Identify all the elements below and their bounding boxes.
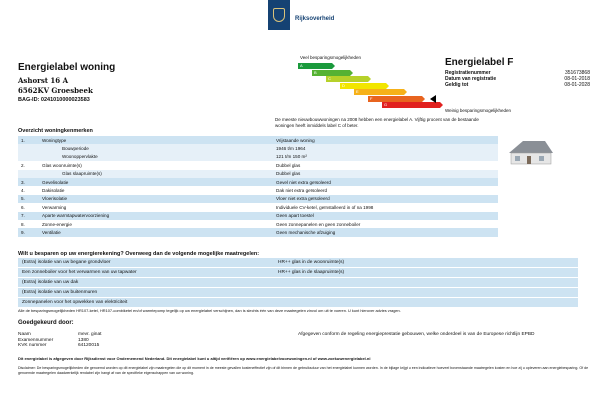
row-number: 4. [21, 188, 25, 194]
label-meta [445, 70, 590, 88]
measure-row [18, 298, 578, 308]
row-value: Geen apart toestel [276, 213, 314, 219]
characteristics-heading: Overzicht woningkenmerken [18, 128, 93, 134]
row-label: Aparte warmtapwatervoorziening [42, 213, 110, 219]
row-number: 1. [21, 137, 25, 143]
label-meta-key: Geldig tot [445, 82, 469, 88]
label-meta-value: 351673868 [564, 70, 590, 76]
approval-value: 1380 [78, 337, 89, 343]
characteristic-row [18, 170, 498, 178]
row-label: Gevelisolatie [42, 179, 69, 185]
crest-icon [273, 8, 285, 22]
row-number: 6. [21, 204, 25, 210]
approval-value: 64120015 [78, 343, 100, 349]
characteristic-row [18, 228, 498, 236]
approval-key: KVK nummer [18, 343, 47, 349]
chart-top-text: Veel besparingsmogelijkheden [300, 55, 362, 60]
label-class-d: D [340, 83, 386, 89]
measures-table [18, 258, 578, 308]
address-city: 6562KV Groesbeek [18, 86, 93, 95]
label-note: De meeste nieuwbouwwoningen na 2008 hebben een energielabel A. Vijftig procent van de bestaande woningen heeft inmiddels label C of beter. [275, 117, 479, 128]
characteristic-row [18, 195, 498, 203]
approval-key: Naam [18, 332, 31, 337]
approval-block [18, 332, 598, 349]
row-label: Glas woonruimte(s) [42, 162, 82, 168]
row-label: Vloerisolatie [42, 196, 68, 202]
row-number: 5. [21, 196, 25, 202]
characteristic-row [18, 153, 498, 161]
row-number: 3. [21, 179, 25, 185]
label-class-e: E [354, 89, 404, 95]
current-class-marker [430, 95, 436, 103]
measure-row [18, 288, 578, 298]
measure-left: (Extra) isolatie van uw dak [22, 280, 79, 285]
row-number: 8. [21, 221, 25, 227]
row-value: Geen mechanische afzuiging [276, 229, 336, 235]
row-value: Geen zonnepanelen en geen zonneboiler [276, 221, 361, 227]
address-street: Ashorst 16 A [18, 76, 69, 85]
approval-value: mevr. ginat [78, 332, 102, 337]
row-label: Woonoppervlakte [62, 154, 98, 160]
characteristic-row [18, 203, 498, 211]
label-meta-key: Registratienummer [445, 70, 491, 76]
characteristic-row [18, 136, 498, 144]
row-label: Ventilatie [42, 229, 61, 235]
row-value: Dubbel glas [276, 171, 301, 177]
rijksoverheid-logo [268, 0, 290, 30]
approval-row [18, 343, 133, 349]
measure-right: HR++ glas in de slaapruimte(s) [278, 270, 345, 275]
label-class-f: F [368, 96, 422, 102]
approval-key: Examennummer [18, 337, 54, 343]
row-label: Dakisolatie [42, 188, 65, 194]
footer-line: Dit energielabel is afgegeven door Rijksdienst voor Ondernemend Nederland. Dit energielabel kunt u altijd verifiëren op www.energielabelvoorwoningen.nl of www.zoekuwenergielabel.nl [18, 356, 371, 361]
energy-label-chart [298, 63, 458, 113]
row-value: Dak niet extra geïsoleerd [276, 188, 328, 194]
bag-id: BAG-ID: 0241010000023583 [18, 97, 90, 103]
page-title: Energielabel woning [18, 62, 116, 73]
characteristic-row [18, 161, 498, 169]
label-class-b: B [312, 70, 350, 76]
characteristic-row [18, 220, 498, 228]
disclaimer: Disclaimer: De besparingsmogelijkheden die genoemd worden op dit energielabel zijn maatregelen die op dit moment in de meeste gevallen kosteneffectief zijn of dit binnen de gebruiksduur van het energielabel kunnen worden. In de bijlage krijgt u een indicatieve hoeveel bovenstaande maatregelen kosten en hoe zij u opleveren aan energiebesparing. Of de genoemde maatregelen daadwerkelijk rendabel zijn hangt af van de specifieke eigenschappen van uw woning. [18, 366, 589, 375]
row-label: Verwarming [42, 204, 67, 210]
approval-heading: Goedgekeurd door: [18, 320, 74, 326]
row-number: 7. [21, 213, 25, 219]
row-value: Individuele CV-ketel, geïnstalleerd in of na 1998 [276, 204, 374, 210]
row-value: Dubbel glas [276, 162, 301, 168]
measure-left: Een zonneboiler voor het verwarmen van uw tapwater [22, 270, 137, 275]
footnote: Alle de besparingsmogelijkheden HR107-ketel, HR107-combiketel en/of warmtepomp tegelijk op uw energielabel verschijnen, dan is slechts één van deze maatregelen zinvol om uit te voeren. U kunt hierover advies vragen. [18, 308, 401, 313]
characteristic-row [18, 178, 498, 186]
label-class-a: A [298, 63, 332, 69]
measure-left: (Extra) isolatie van uw buitenmuren [22, 290, 98, 295]
logo-text: Rijksoverheid [295, 16, 335, 22]
row-value: Vloer niet extra geïsoleerd [276, 196, 330, 202]
row-number: 9. [21, 229, 25, 235]
row-value: Gevel niet extra geïsoleerd [276, 179, 331, 185]
label-meta-key: Datum van registratie [445, 76, 497, 82]
label-meta-value: 08-01-2028 [564, 82, 590, 88]
measure-row [18, 258, 578, 268]
row-label: Woningtype [42, 137, 67, 143]
characteristics-table [18, 136, 498, 237]
measure-left: Zonnepanelen voor het opwekken van elektriciteit [22, 300, 128, 305]
label-meta-row [445, 82, 590, 88]
row-label: Glas slaapruimte(s) [62, 171, 102, 177]
characteristic-row [18, 186, 498, 194]
measure-row [18, 268, 578, 278]
row-label: Bouwperiode [62, 146, 89, 152]
approval-rows [18, 332, 133, 349]
measure-right: HR++ glas in de woonruimte(s) [278, 260, 345, 265]
house-icon [505, 137, 555, 165]
energy-label-title: Energielabel F [445, 57, 514, 68]
row-value: Vrijstaande woning [276, 137, 315, 143]
measure-row [18, 278, 578, 288]
row-number: 2. [21, 162, 25, 168]
measures-question: Wilt u besparen op uw energierekening? Overweeg dan de volgende mogelijke maatregelen: [18, 251, 260, 257]
characteristic-row [18, 144, 498, 152]
conformity-text: Afgegeven conform de regeling energieprestatie gebouwen, welke onderdeel is van de Europese richtlijn EPBD [298, 332, 535, 337]
row-value: 1946 t/m 1964 [276, 146, 306, 152]
label-class-c: C [326, 76, 368, 82]
label-meta-value: 08-01-2018 [564, 76, 590, 82]
row-value: 121 t/m 150 m² [276, 154, 307, 160]
characteristic-row [18, 212, 498, 220]
label-class-g: G [382, 102, 440, 108]
measure-left: (Extra) isolatie van uw begane grondvloer [22, 260, 111, 265]
row-label: Zonne-energie [42, 221, 72, 227]
chart-bottom-text: Weinig besparingsmogelijkheden [445, 108, 511, 113]
